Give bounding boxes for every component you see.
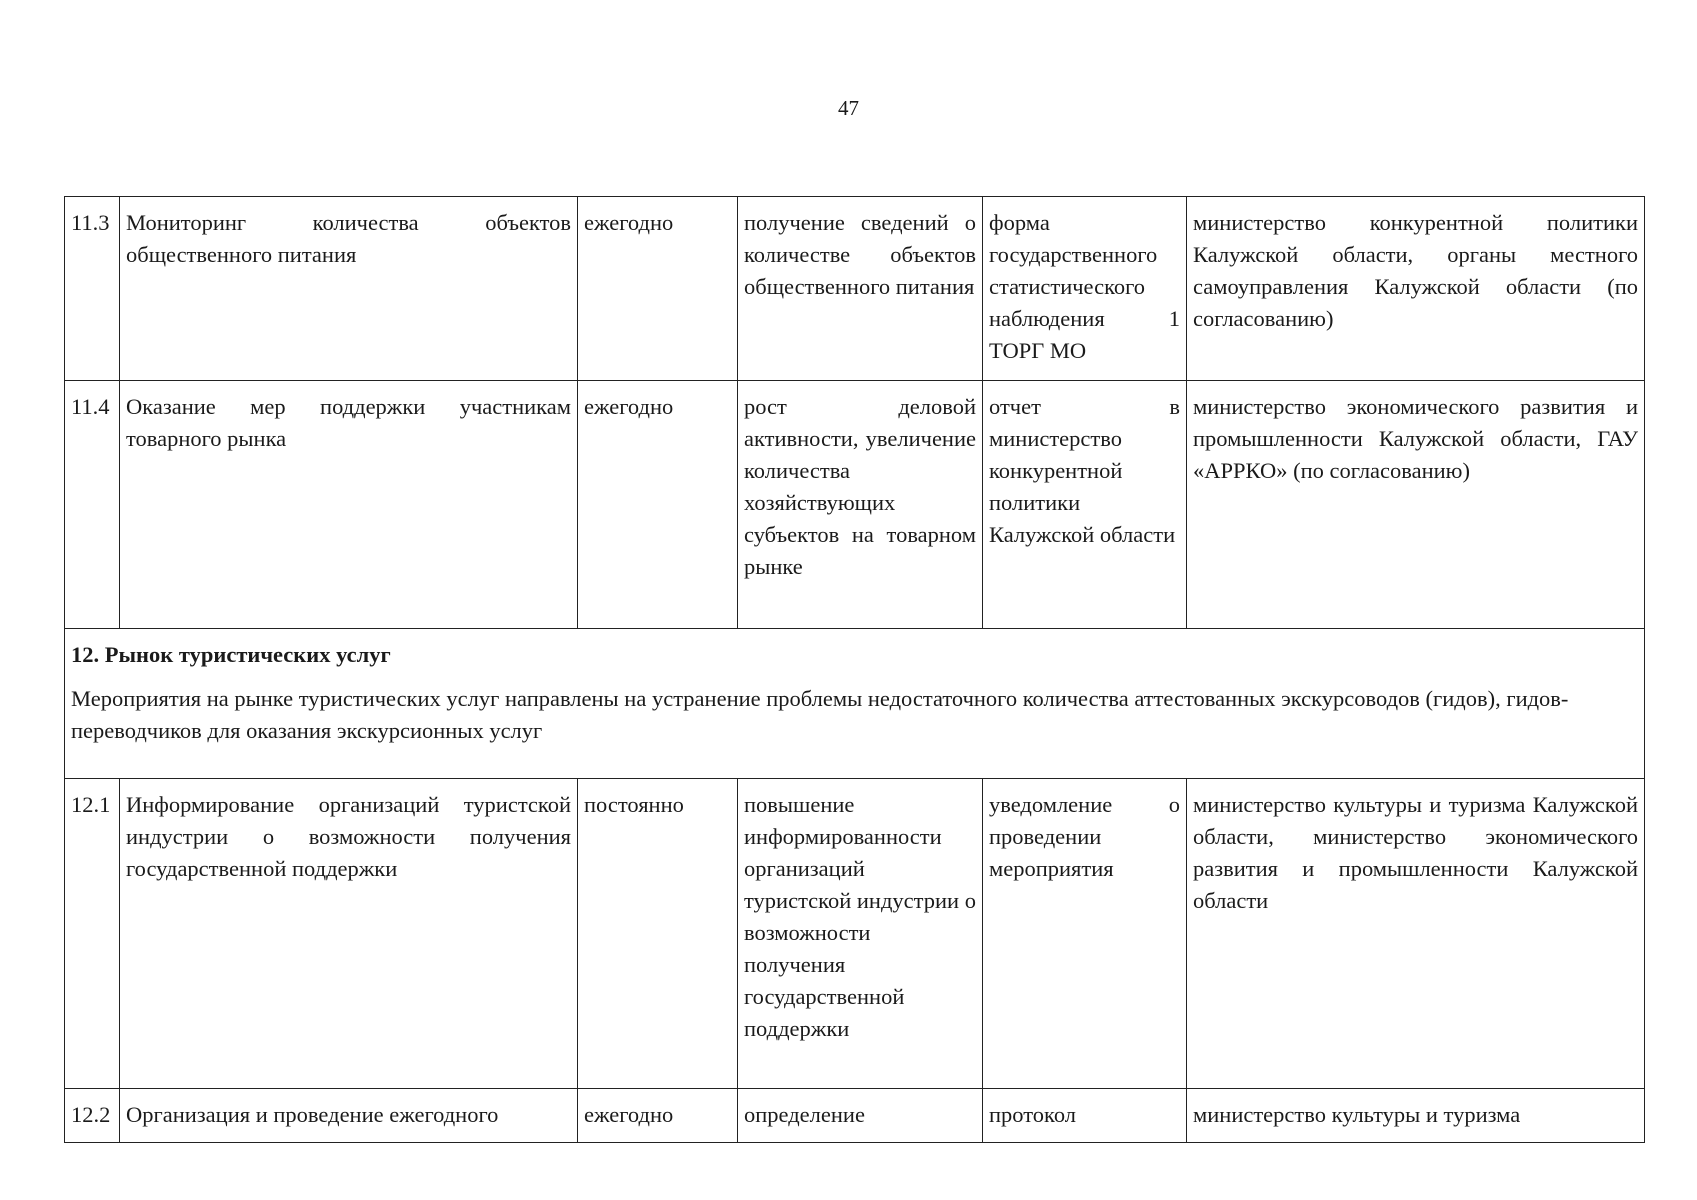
form-cell: протокол [983,1089,1187,1143]
row-number: 11.3 [65,197,120,381]
term-cell: ежегодно [578,197,738,381]
section-cell [65,629,1645,779]
result-cell: получение сведений о количестве объектов общественного питания [738,197,983,381]
row-number: 12.2 [65,1089,120,1143]
term-cell: постоянно [578,779,738,1089]
responsible-cell: министерство культуры и туризма [1187,1089,1645,1143]
result-cell: повышение информированности организаций туристской индустрии о возможности получения государственной поддержки [738,779,983,1089]
responsible-cell: министерство культуры и туризма Калужской области, министерство экономического развития и промышленности Калужской области [1187,779,1645,1089]
measures-table [64,196,1645,1143]
form-cell: уведомление о проведении мероприятия [983,779,1187,1089]
activity-cell: Информирование организаций туристской индустрии о возможности получения государственной поддержки [120,779,578,1089]
section-description: Мероприятия на рынке туристических услуг направлены на устранение проблемы недостаточного количества аттестованных экскурсоводов (гидов), гидов-переводчиков для оказания экскурсионных услуг [71,686,1569,743]
page-number: 47 [838,96,859,120]
result-cell: определение [738,1089,983,1143]
table-row [65,381,1645,629]
table-row [65,197,1645,381]
row-number: 12.1 [65,779,120,1089]
form-cell: форма государственного статистического наблюдения 1 ТОРГ МО [983,197,1187,381]
result-cell: рост деловой активности, увеличение количества хозяйствующих субъектов на товарном рынке [738,381,983,629]
responsible-cell: министерство конкурентной политики Калужской области, органы местного самоуправления Калужской области (по согласованию) [1187,197,1645,381]
responsible-cell: министерство экономического развития и промышленности Калужской области, ГАУ «АРРКО» (по согласованию) [1187,381,1645,629]
term-cell: ежегодно [578,1089,738,1143]
activity-cell: Оказание мер поддержки участникам товарного рынка [120,381,578,629]
table-row [65,779,1645,1089]
form-cell: отчет в министерство конкурентной политики Калужской области [983,381,1187,629]
row-number: 11.4 [65,381,120,629]
table-row [65,1089,1645,1143]
activity-cell: Мониторинг количества объектов общественного питания [120,197,578,381]
section-row [65,629,1645,779]
section-title: 12. Рынок туристических услуг [71,642,391,667]
term-cell: ежегодно [578,381,738,629]
activity-cell: Организация и проведение ежегодного [120,1089,578,1143]
